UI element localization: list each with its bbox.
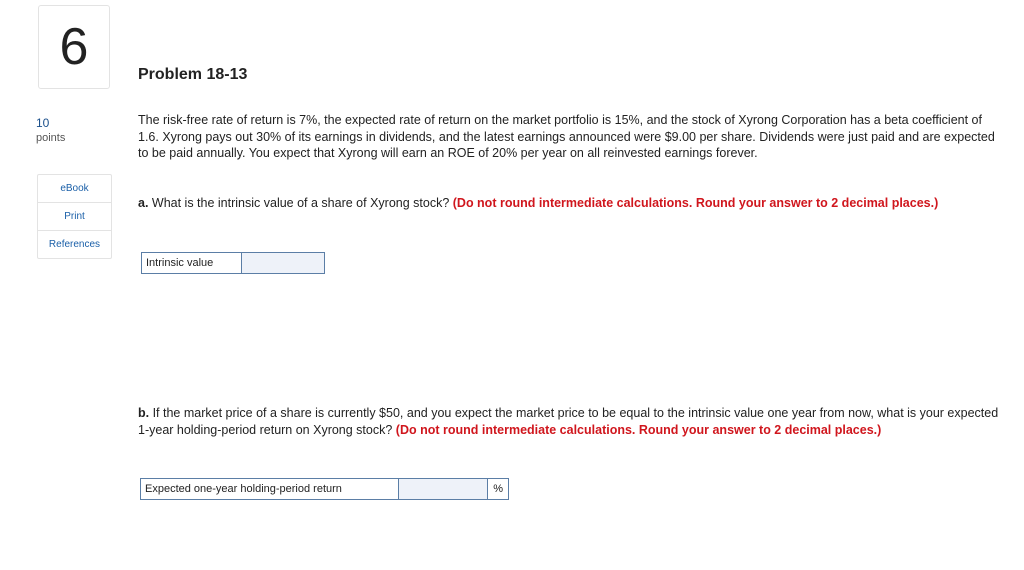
part-b-instruction: (Do not round intermediate calculations. Round your answer to 2 decimal places.) xyxy=(395,422,882,437)
intrinsic-value-input[interactable] xyxy=(242,253,324,273)
part-a-text: What is the intrinsic value of a share of Xyrong stock? xyxy=(148,196,453,210)
intrinsic-value-input-wrap xyxy=(242,253,324,273)
part-b-question xyxy=(138,405,1003,438)
part-b-prefix: b. xyxy=(138,406,150,420)
part-a-prefix: a. xyxy=(138,196,149,210)
points-info xyxy=(36,116,65,146)
points-label: points xyxy=(36,132,66,144)
problem-title: Problem 18-13 xyxy=(138,66,248,83)
percent-unit: % xyxy=(487,479,508,499)
points-value: 10 xyxy=(36,116,50,130)
problem-statement: The risk-free rate of return is 7%, the expected rate of return on the market portfolio is 15%, and the stock of Xyrong Corporation has a beta coefficient of 1.6. Xyrong pays out 30% of its earnings in dividends, and the latest earnings announced were $9.00 per share. Dividends were just paid and are expected to be paid annually. You expect that Xyrong will earn an ROE of 20% per year on all reinvested earnings forever. xyxy=(138,113,995,160)
holding-period-return-input-wrap xyxy=(399,479,487,499)
holding-period-return-label: Expected one-year holding-period return xyxy=(141,479,399,499)
question-number: 6 xyxy=(38,5,110,89)
intrinsic-value-row xyxy=(141,252,325,274)
holding-period-return-row xyxy=(140,478,509,500)
holding-period-return-input[interactable] xyxy=(399,479,487,499)
resource-links xyxy=(37,174,112,259)
part-a-question xyxy=(138,195,998,212)
part-a-instruction: (Do not round intermediate calculations. Round your answer to 2 decimal places.) xyxy=(452,196,939,210)
print-link[interactable]: Print xyxy=(38,203,111,231)
references-link[interactable]: References xyxy=(48,239,101,250)
ebook-link[interactable]: eBook xyxy=(38,175,111,203)
intrinsic-value-label: Intrinsic value xyxy=(142,253,242,273)
part-b-text: If the market price of a share is currently $50, and you expect the market price to be equal to the intrinsic value one year from now, what is your expected 1-year holding-period return on Xyrong stock? xyxy=(138,406,999,437)
